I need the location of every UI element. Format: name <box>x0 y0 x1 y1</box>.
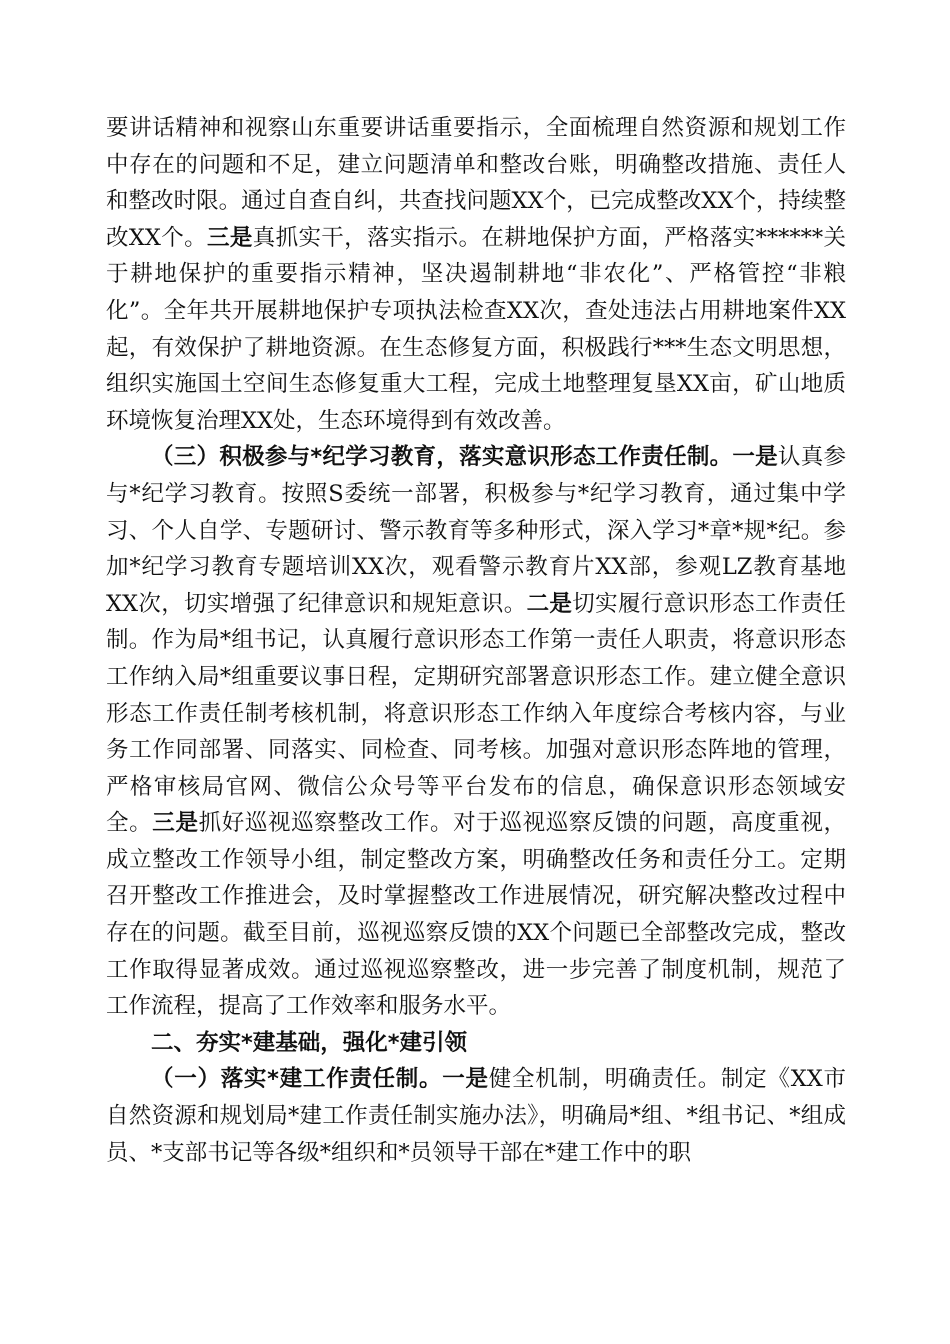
paragraph-text: 抓好巡视巡察整改工作。对于巡视巡察反馈的问题，高度重视，成立整改工作领导小组，制定整改方案，明确整改任务和责任分工。定期召开整改工作推进会，及时掌握整改工作进展情况，研究解决整改过程中存在的问题。截至目前，巡视巡察反馈的XX个问题已全部整改完成，整改工作取得显著成效。通过巡视巡察整改，进一步完善了制度机制，规范了工作流程，提高了工作效率和服务水平。 <box>106 810 846 1020</box>
bold-marker-third: 三是 <box>152 810 199 837</box>
subsection-heading: （三）积极参与*纪学习教育，落实意识形态工作责任制。 <box>151 444 733 471</box>
paragraph-text: 真抓实干，落实指示。在耕地保护方面，严格落实******关于耕地保护的重要指示精神，坚决遏制耕地“非农化”、严格管控“非粮化”。全年共开展耕地保护专项执法检查XX次，查处违法占用耕地案件XX起，有效保护了耕地资源。在生态修复方面，积极践行***生态文明思想，组织实施国土空间生态修复重大工程，完成土地整理复垦XX亩，矿山地质环境恢复治理XX处，生态环境得到有效改善。 <box>106 224 846 434</box>
paragraph-text: 健全机制，明确责任。制定《XX市自然资源和规划局*建工作责任制实施办法》，明确局*组、*组书记、*组成员、*支部书记等各级*组织和*员领导干部在*建工作中的职 <box>106 1066 846 1166</box>
paragraph-discipline-education <box>106 439 846 1025</box>
bold-marker-first: 一是 <box>442 1066 489 1093</box>
paragraph-text: 认真参与*纪学习教育。按照S委统一部署，积极参与*纪学习教育，通过集中学习、个人自学、专题研讨、警示教育等多种形式，深入学习*章*规*纪。参加*纪学习教育专题培训XX次，观看警示教育片XX部，参观LZ教育基地XX次，切实增强了纪律意识和规矩意识。 <box>106 444 846 617</box>
paragraph-responsibility-system <box>106 1061 846 1171</box>
bold-marker-third: 三是 <box>206 224 253 251</box>
bold-marker-second: 二是 <box>526 590 573 617</box>
subsection-heading: （一）落实*建工作责任制。 <box>151 1066 443 1093</box>
section-heading: 二、夯实*建基础，强化*建引领 <box>151 1029 468 1056</box>
document-page <box>106 110 846 1171</box>
bold-marker-first: 一是 <box>732 444 778 471</box>
paragraph-farmland-ecology <box>106 110 846 439</box>
paragraph-text: 切实履行意识形态工作责任制。作为局*组书记，认真履行意识形态工作第一责任人职责，将意识形态工作纳入局*组重要议事日程，定期研究部署意识形态工作。建立健全意识形态工作责任制考核机制，将意识形态工作纳入年度综合考核内容，与业务工作同部署、同落实、同检查、同考核。加强对意识形态阵地的管理，严格审核局官网、微信公众号等平台发布的信息，确保意识形态领域安全。 <box>106 590 846 837</box>
paragraph-text: 要讲话精神和视察山东重要讲话重要指示，全面梳理自然资源和规划工作中存在的问题和不足，建立问题清单和整改台账，明确整改措施、责任人和整改时限。通过自查自纠，共查找问题XX个，已完成整改XX个，持续整改XX个。 <box>106 115 846 251</box>
